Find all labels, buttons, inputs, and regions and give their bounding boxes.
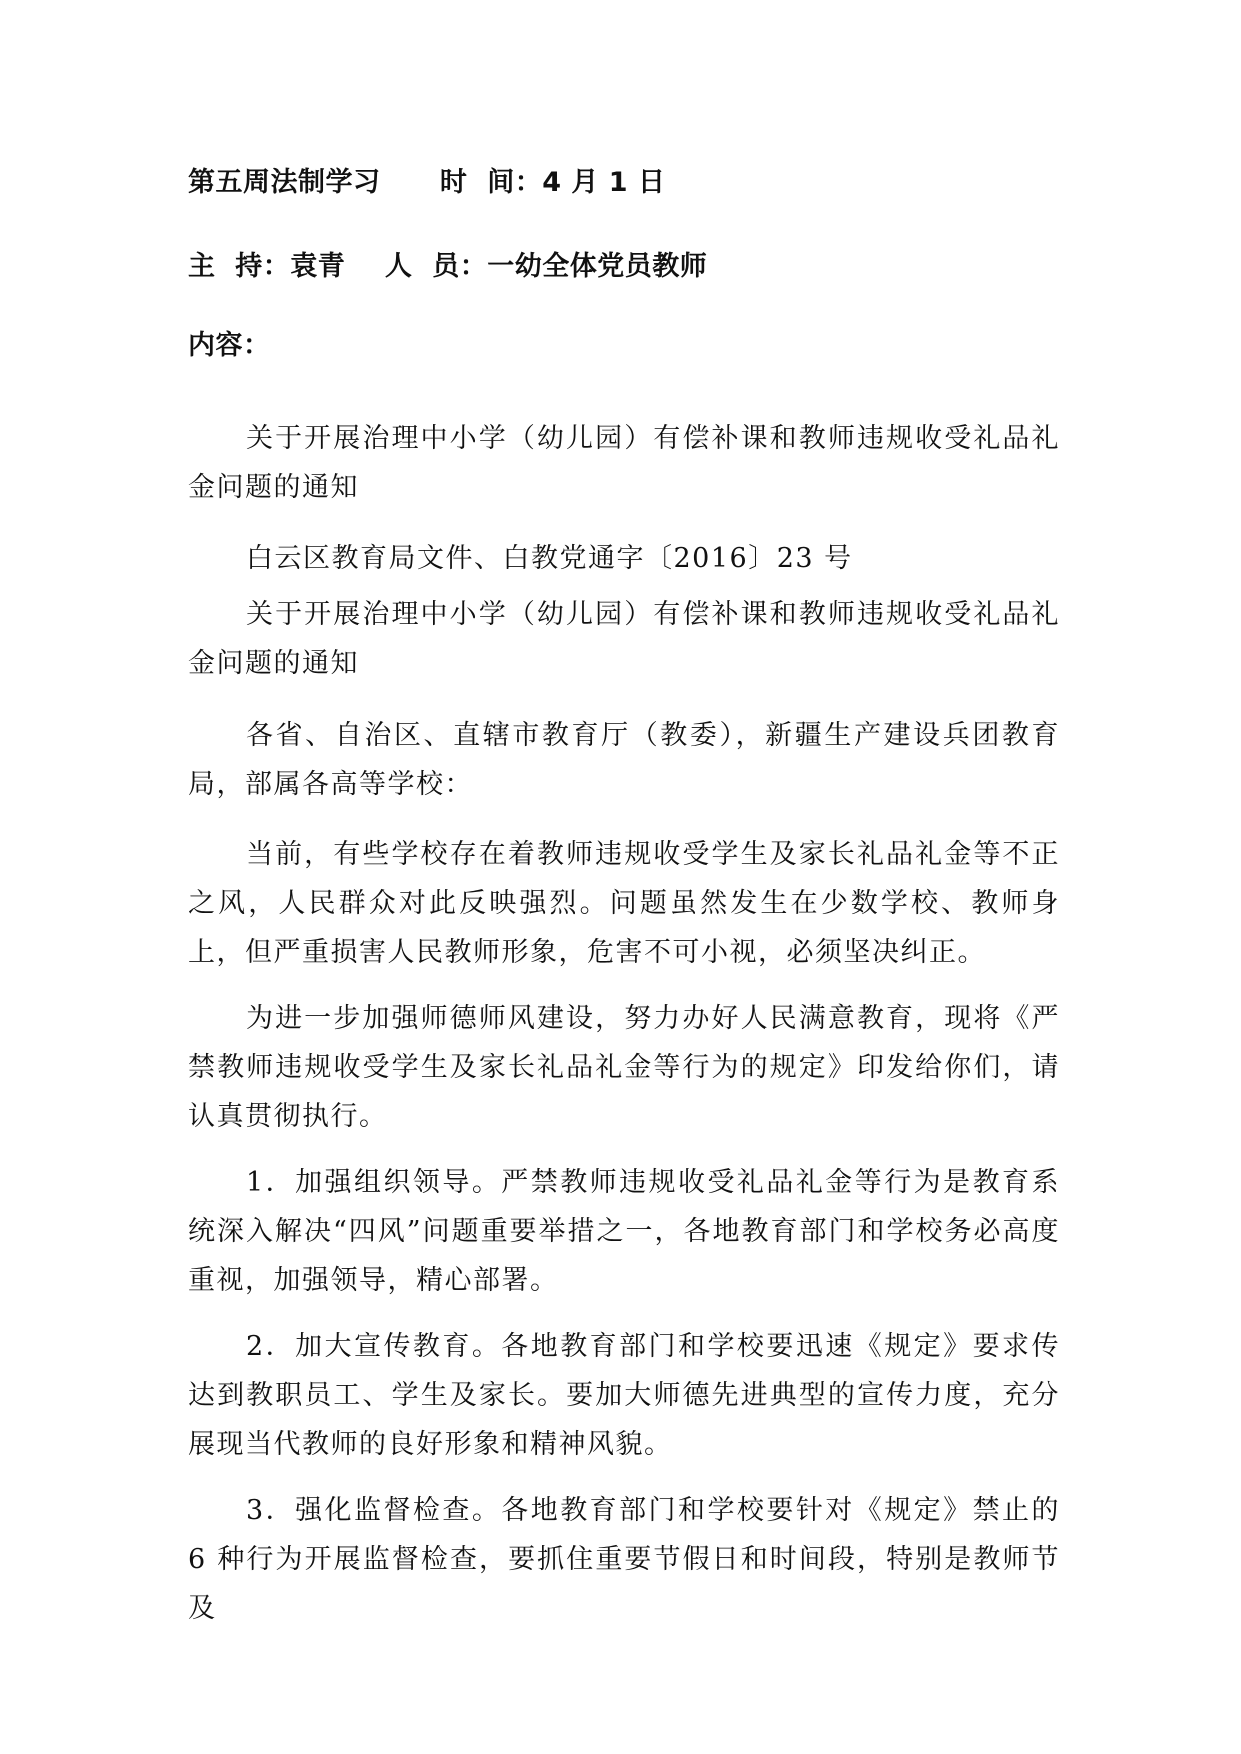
addressees: 各省、自治区、直辖市教育厅（教委），新疆生产建设兵团教育局，部属各高等学校： [188,720,1060,800]
paragraph-purpose: 为进一步加强师德师风建设，努力办好人民满意教育，现将《严禁教师违规收受学生及家长礼品礼金等行为的规定》印发给你们，请认真贯彻执行。 [188,1003,1060,1132]
item-3: 3．强化监督检查。各地教育部门和学校要针对《规定》禁止的 6 种行为开展监督检查，要抓住重要节假日和时间段，特别是教师节及 [188,1495,1060,1624]
document-number: 白云区教育局文件、白教党通字〔2016〕23 号 [246,543,853,574]
host-and-attendees: 主 持：袁青 人 员：一幼全体党员教师 [188,251,708,282]
paragraph-background: 当前，有些学校存在着教师违规收受学生及家长礼品礼金等不正之风，人民群众对此反映强烈。问题虽然发生在少数学校、教师身上，但严重损害人民教师形象，危害不可小视，必须坚决纠正。 [188,839,1060,968]
notice-title: 关于开展治理中小学（幼儿园）有偿补课和教师违规收受礼品礼金问题的通知 [188,423,1060,503]
item-1: 1．加强组织领导。严禁教师违规收受礼品礼金等行为是教育系统深入解决“四风”问题重要举措之一，各地教育部门和学校务必高度重视，加强领导，精心部署。 [188,1167,1060,1296]
content-label: 内容： [188,330,271,361]
session-title: 第五周法制学习 时 间：4 月 1 日 [188,167,666,198]
notice-title-repeat: 关于开展治理中小学（幼儿园）有偿补课和教师违规收受礼品礼金问题的通知 [188,599,1060,679]
item-2: 2．加大宣传教育。各地教育部门和学校要迅速《规定》要求传达到教职员工、学生及家长。要加大师德先进典型的宣传力度，充分展现当代教师的良好形象和精神风貌。 [188,1331,1060,1460]
